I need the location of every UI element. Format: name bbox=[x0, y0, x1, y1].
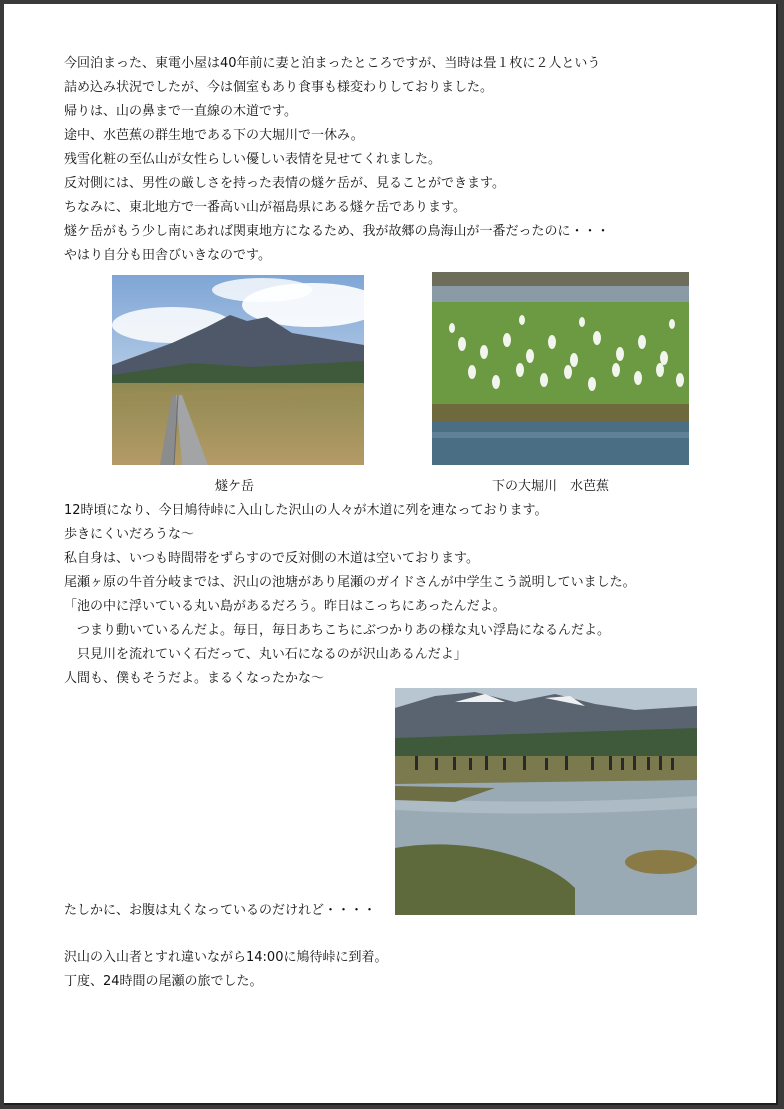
text-line: 歩きにくいだろうな〜 bbox=[64, 527, 195, 542]
skunk-cabbage-photo bbox=[432, 272, 689, 465]
text-line: 尾瀬ヶ原の牛首分岐までは、沢山の池塘があり尾瀬のガイドさんが中学生こう説明していました。 bbox=[64, 575, 636, 590]
text-line: つまり動いているんだよ。毎日，毎日あちこちにぶつかりあの様な丸い浮島になるんだよ。 bbox=[64, 623, 611, 638]
text-line: 反対側には、男性の厳しさを持った表情の燧ケ岳が、見ることができます。 bbox=[64, 176, 505, 191]
document-page bbox=[4, 4, 778, 1105]
text-line: 途中、水芭蕉の群生地である下の大堀川で一休み。 bbox=[64, 128, 364, 143]
mountain-boardwalk-photo bbox=[112, 275, 364, 465]
caption-right: 下の大堀川 水芭蕉 bbox=[492, 479, 610, 494]
text-line: たしかに、お腹は丸くなっているのだけれど・・・・ bbox=[64, 903, 377, 918]
text-line: 帰りは、山の鼻まで一直線の木道です。 bbox=[64, 104, 297, 119]
text-line: 丁度、24時間の尾瀬の旅でした。 bbox=[64, 974, 263, 989]
text-line: 「池の中に浮いている丸い島があるだろう。昨日はこっちにあったんだよ。 bbox=[64, 599, 506, 614]
text-line: 残雪化粧の至仏山が女性らしい優しい表情を見せてくれました。 bbox=[64, 152, 442, 167]
pond-hikers-photo bbox=[395, 688, 697, 915]
text-line: ちなみに、東北地方で一番高い山が福島県にある燧ケ岳であります。 bbox=[64, 200, 466, 215]
text-line: 沢山の入山者とすれ違いながら14:00に鳩待峠に到着。 bbox=[64, 950, 388, 965]
text-line: やはり自分も田舎びいきなのです。 bbox=[64, 248, 271, 263]
text-line: 私自身は、いつも時間帯をずらすので反対側の木道は空いております。 bbox=[64, 551, 479, 566]
text-line: 12時頃になり、今日鳩待峠に入山した沢山の人々が木道に列を連なっております。 bbox=[64, 503, 548, 518]
text-line: 人間も、僕もそうだよ。まるくなったかな〜 bbox=[64, 671, 325, 686]
text-line: 詰め込み状況でしたが、今は個室もあり食事も様変わりしておりました。 bbox=[64, 80, 494, 95]
text-line: 今回泊まった、東電小屋は40年前に妻と泊まったところですが、当時は畳１枚に２人という bbox=[64, 56, 601, 71]
text-line: 只見川を流れていく石だって、丸い石になるのが沢山あるんだよ」 bbox=[64, 647, 467, 662]
text-line: 燧ケ岳がもう少し南にあれば関東地方になるため、我が故郷の鳥海山が一番だったのに・・・ bbox=[64, 224, 610, 239]
caption-left: 燧ケ岳 bbox=[215, 479, 255, 494]
